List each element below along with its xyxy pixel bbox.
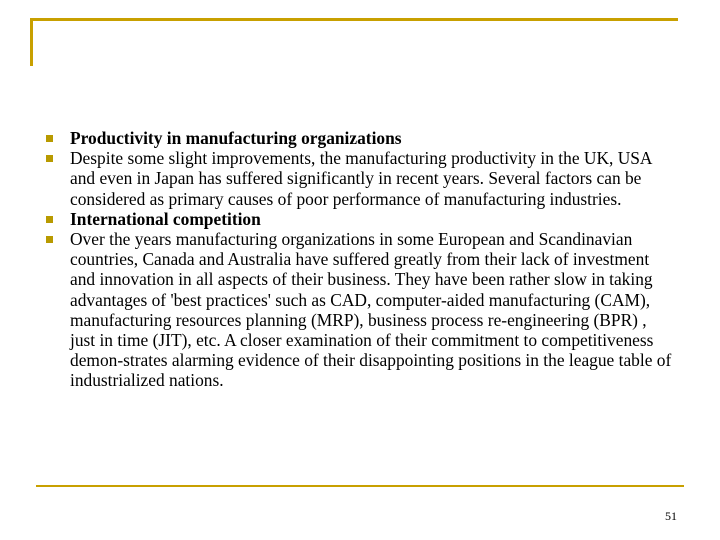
frame-top-rule — [30, 18, 678, 21]
square-bullet-icon — [46, 135, 53, 142]
square-bullet-icon — [46, 216, 53, 223]
bullet-list — [46, 128, 676, 391]
bullet-text: International competition — [70, 208, 261, 229]
frame-left-rule — [30, 18, 33, 66]
bullet-item-competition-heading — [46, 209, 676, 229]
square-bullet-icon — [46, 155, 53, 162]
bullet-text: Productivity in manufacturing organizations — [70, 128, 402, 148]
bullet-item-productivity-body — [46, 148, 676, 209]
bullet-text: Despite some slight improvements, the manufacturing productivity in the UK, USA and even in Japan has suffered significantly in recent years. Several factors can be considered as primary causes of poor performance of manufacturing industries. — [70, 148, 652, 209]
bullet-text: Over the years manufacturing organizations in some European and Scandinavian countries, Canada and Australia have suffered greatly from their lack of investment and innovation in all aspects of their business. They have been rather slow in taking advantages of 'best practices' such as CAD, computer-aided manufacturing (CAM), manufacturing resources planning (MRP), business process re-engineering (BPR) , just in time (JIT), etc. A closer examination of their commitment to competitiveness demon-strates alarming evidence of their disappointing positions in the league table of industrialized nations. — [70, 229, 672, 391]
frame-bottom-rule — [36, 485, 684, 487]
square-bullet-icon — [46, 236, 53, 243]
page-number: 51 — [665, 509, 677, 523]
bullet-item-competition-body — [46, 229, 676, 391]
bullet-item-productivity-heading — [46, 128, 676, 148]
